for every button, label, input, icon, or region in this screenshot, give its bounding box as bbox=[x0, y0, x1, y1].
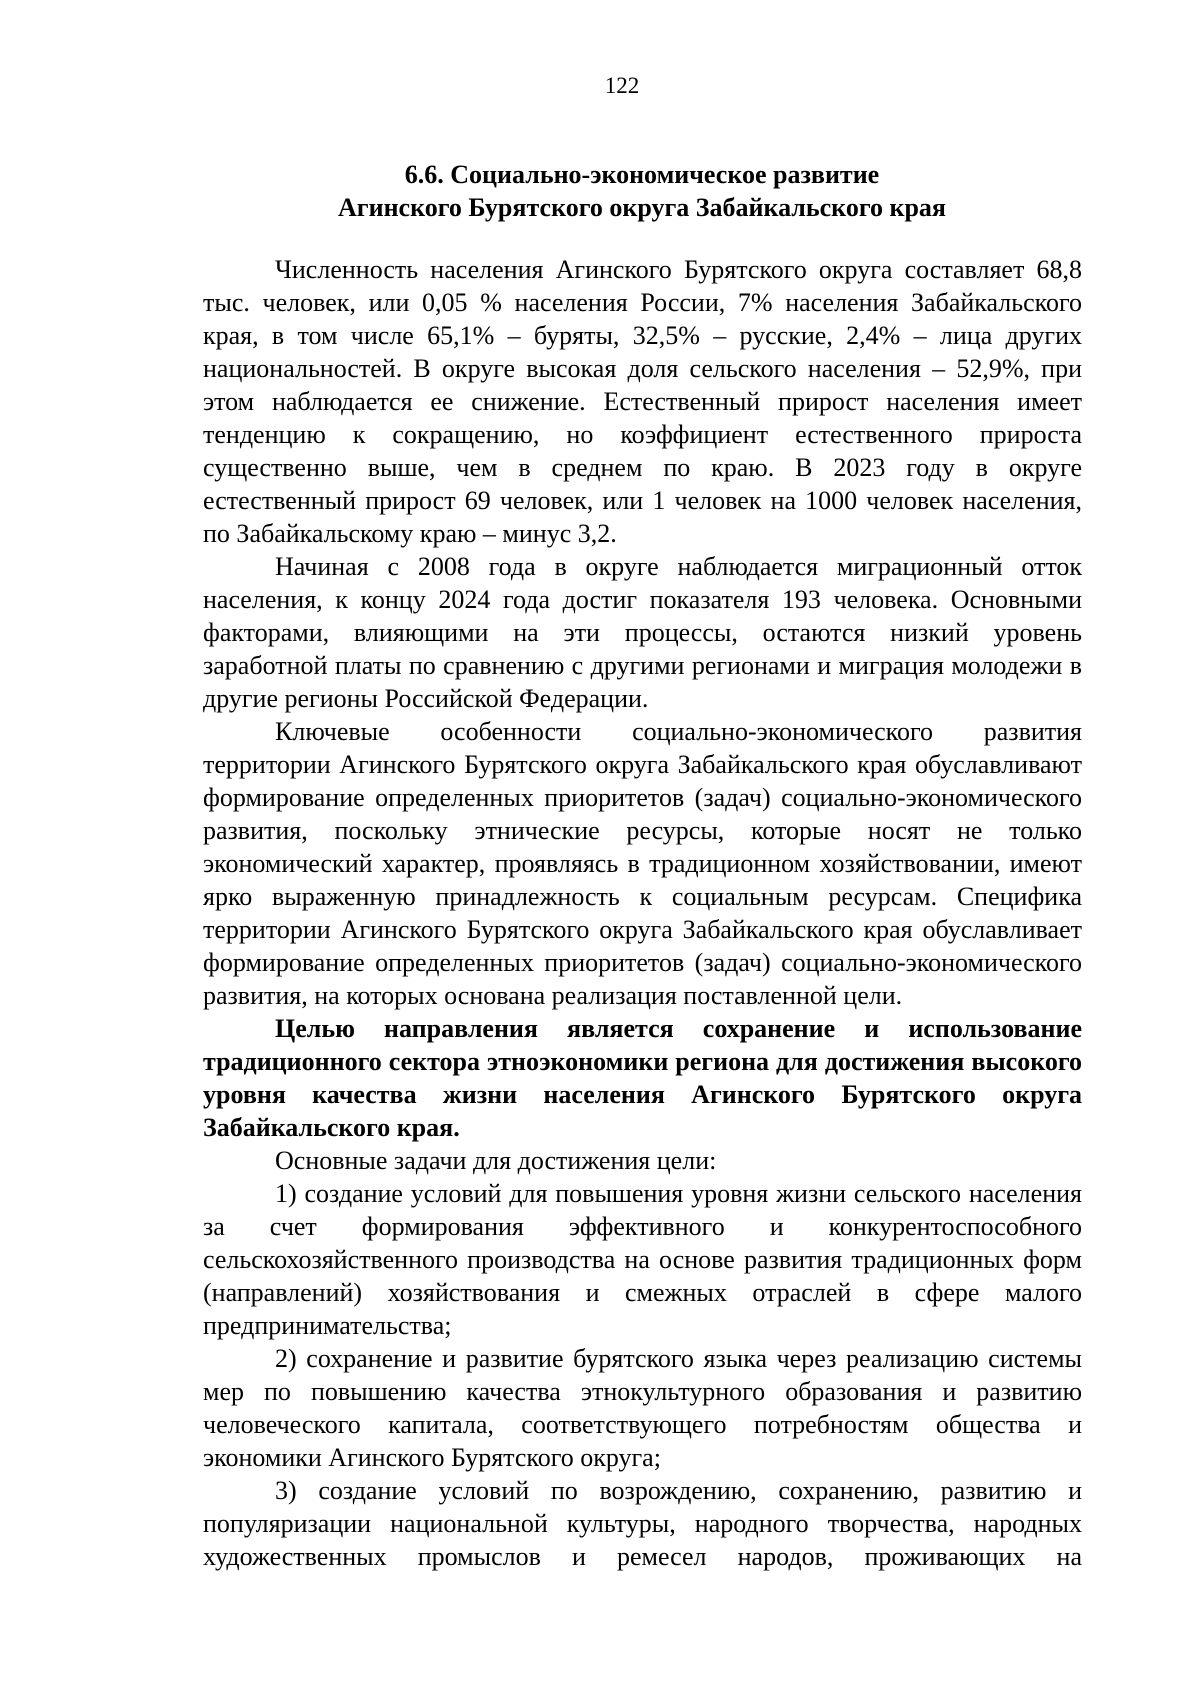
page-number: 122 bbox=[604, 73, 640, 98]
goal-paragraph: Целью направления является сохранение и использование традиционного сектора этноэкономики региона для достижения высокого уровня качества жизни населения Агинского Бурятского округа Забайкальского края. bbox=[203, 1014, 1082, 1142]
paragraph-key-features: Ключевые особенности социально-экономического развития территории Агинского Бурятского округа Забайкальского края обуславливают формирование определенных приоритетов (задач) социально-экономического развития, поскольку этнические ресурсы, которые носят не только экономический характер, проявляясь в традиционном хозяйствовании, имеют ярко выраженную принадлежность к социальным ресурсам. Специфика территории Агинского Бурятского округа Забайкальского края обуславливает формирование определенных приоритетов (задач) социально-экономического развития, на которых основана реализация поставленной цели. bbox=[203, 717, 1082, 1010]
section-title-line-1: 6.6. Социально-экономическое развитие bbox=[404, 160, 880, 189]
paragraph-migration: Начиная с 2008 года в округе наблюдается миграционный отток населения, к концу 2024 года достиг показателя 193 человека. Основными факторами, влияющими на эти процессы, остаются низкий уровень заработной платы по сравнению с другими регионами и миграция молодежи в другие регионы Российской Федерации. bbox=[203, 552, 1082, 713]
task-item-3: 3) создание условий по возрождению, сохранению, развитию и популяризации национальной культуры, народного творчества, народных художественных промыслов и ремесел народов, проживающих на bbox=[203, 1476, 1082, 1571]
document-body bbox=[203, 253, 1082, 1573]
paragraph-population: Численность населения Агинского Бурятского округа составляет 68,8 тыс. человек, или 0,05 % населения России, 7% населения Забайкальского края, в том числе 65,1% – буряты, 32,5% – русские, 2,4% – лица других национальностей. В округе высокая доля сельского населения – 52,9%, при этом наблюдается ее снижение. Естественный прирост населения имеет тенденцию к сокращению, но коэффициент естественного прироста существенно выше, чем в среднем по краю. В 2023 году в округе естественный прирост 69 человек, или 1 человек на 1000 человек населения, по Забайкальскому краю – минус 3,2. bbox=[203, 255, 1082, 548]
section-title bbox=[200, 158, 1084, 224]
section-title-line-2: Агинского Бурятского округа Забайкальского края bbox=[338, 193, 946, 222]
tasks-intro: Основные задачи для достижения цели: bbox=[275, 1146, 717, 1175]
task-item-2: 2) сохранение и развитие бурятского языка через реализацию системы мер по повышению качества этнокультурного образования и развитию человеческого капитала, соответствующего потребностям общества и экономики Агинского Бурятского округа; bbox=[203, 1344, 1082, 1472]
task-item-1: 1) создание условий для повышения уровня жизни сельского населения за счет формирования эффективного и конкурентоспособного сельскохозяйственного производства на основе развития традиционных форм (направлений) хозяйствования и смежных отраслей в сфере малого предпринимательства; bbox=[203, 1179, 1082, 1340]
